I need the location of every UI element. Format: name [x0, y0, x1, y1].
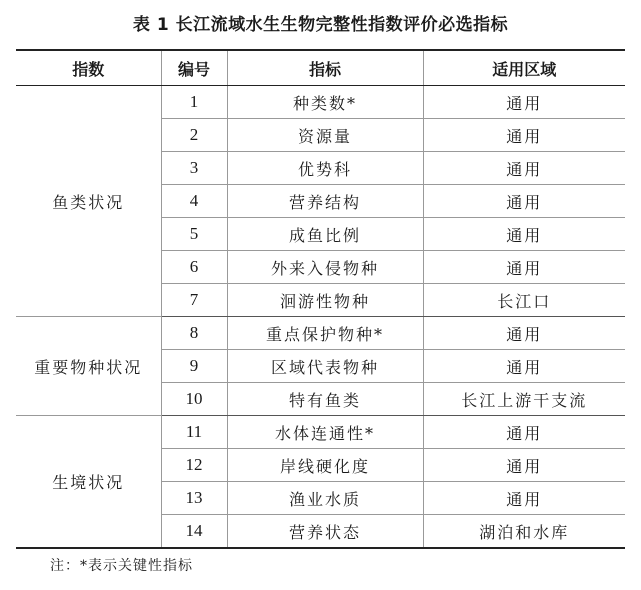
number-cell: 10: [161, 383, 227, 416]
indicator-cell: 成鱼比例: [227, 218, 423, 251]
indicator-cell: 重点保护物种*: [227, 317, 423, 350]
indicator-cell: 特有鱼类: [227, 383, 423, 416]
number-cell: 14: [161, 515, 227, 549]
number-cell: 3: [161, 152, 227, 185]
region-cell: 湖泊和水库: [423, 515, 625, 549]
region-cell: 通用: [423, 152, 625, 185]
header-index: 指数: [16, 50, 161, 86]
header-region: 适用区域: [423, 50, 625, 86]
indicator-cell: 外来入侵物种: [227, 251, 423, 284]
header-indicator: 指标: [227, 50, 423, 86]
category-cell: 重要物种状况: [16, 317, 161, 416]
indicator-cell: 营养结构: [227, 185, 423, 218]
region-cell: 通用: [423, 482, 625, 515]
region-cell: 通用: [423, 449, 625, 482]
category-cell: 生境状况: [16, 416, 161, 549]
region-cell: 通用: [423, 251, 625, 284]
number-cell: 13: [161, 482, 227, 515]
number-cell: 1: [161, 86, 227, 119]
number-cell: 4: [161, 185, 227, 218]
region-cell: 长江口: [423, 284, 625, 317]
number-cell: 6: [161, 251, 227, 284]
region-cell: 通用: [423, 119, 625, 152]
indicator-cell: 渔业水质: [227, 482, 423, 515]
region-cell: 通用: [423, 350, 625, 383]
number-cell: 8: [161, 317, 227, 350]
table-note: 注：*表示关键性指标: [50, 558, 193, 574]
region-cell: 通用: [423, 86, 625, 119]
number-cell: 9: [161, 350, 227, 383]
indicator-cell: 区域代表物种: [227, 350, 423, 383]
indicator-cell: 洄游性物种: [227, 284, 423, 317]
number-cell: 11: [161, 416, 227, 449]
indicator-cell: 资源量: [227, 119, 423, 152]
region-cell: 通用: [423, 317, 625, 350]
indicator-cell: 优势科: [227, 152, 423, 185]
indicator-cell: 岸线硬化度: [227, 449, 423, 482]
category-cell: 鱼类状况: [16, 86, 161, 317]
indicator-table: [16, 49, 625, 549]
header-number: 编号: [161, 50, 227, 86]
table-row: [16, 416, 625, 449]
table-row: [16, 86, 625, 119]
indicator-cell: 种类数*: [227, 86, 423, 119]
number-cell: 7: [161, 284, 227, 317]
number-cell: 2: [161, 119, 227, 152]
table-title: 表 1 长江流域水生生物完整性指数评价必选指标: [132, 15, 509, 35]
region-cell: 通用: [423, 416, 625, 449]
header-row: [16, 50, 625, 86]
region-cell: 长江上游干支流: [423, 383, 625, 416]
indicator-cell: 营养状态: [227, 515, 423, 549]
number-cell: 5: [161, 218, 227, 251]
table-row: [16, 317, 625, 350]
region-cell: 通用: [423, 218, 625, 251]
region-cell: 通用: [423, 185, 625, 218]
number-cell: 12: [161, 449, 227, 482]
indicator-cell: 水体连通性*: [227, 416, 423, 449]
